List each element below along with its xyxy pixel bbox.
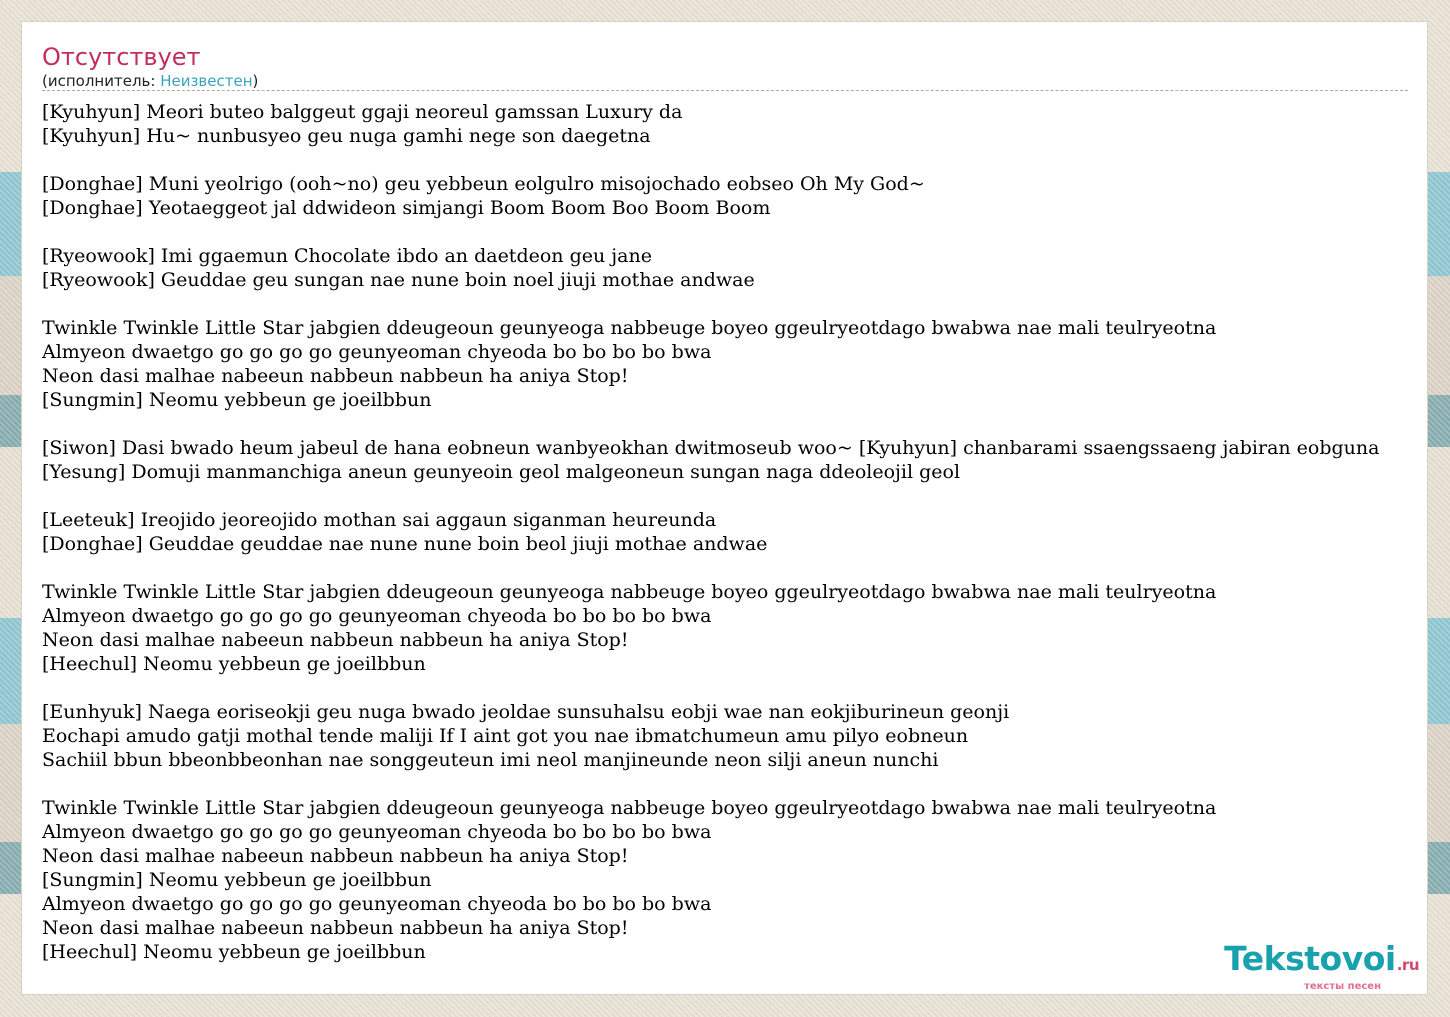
lyrics-line: [Leeteuk] Ireojido jeoreojido mothan sai aggaun siganman heureunda [42,509,717,531]
lyrics-line: [Kyuhyun] Hu~ nunbusyeo geu nuga gamhi nege son daegetna [42,125,651,147]
artist-line [42,71,258,91]
lyrics-line: [Sungmin] Neomu yebbeun ge joeilbbun [42,869,432,891]
site-logo[interactable] [1224,939,1419,992]
lyrics-line: Almyeon dwaetgo go go go go geunyeoman chyeoda bo bo bo bo bwa [42,821,712,843]
lyrics-line: Eochapi amudo gatji mothal tende maliji If I aint got you nae ibmatchumeun amu pilyo eobneun [42,725,969,747]
lyrics-line: Sachiil bbun bbeonbbeonhan nae songgeuteun imi neol manjineunde neon silji aneun nunchi [42,749,939,771]
lyrics-line: Neon dasi malhae nabeeun nabbeun nabbeun ha aniya Stop! [42,629,629,651]
lyrics-line: [Heechul] Neomu yebbeun ge joeilbbun [42,653,426,675]
lyrics-line: Almyeon dwaetgo go go go go geunyeoman chyeoda bo bo bo bo bwa [42,893,712,915]
lyrics-blank-line [42,556,1380,580]
lyrics-line: [Yesung] Domuji manmanchiga aneun geunyeoin geol malgeoneun sungan naga ddeoleojil geol [42,461,961,483]
lyrics-blank-line [42,292,1380,316]
lyrics-line: Neon dasi malhae nabeeun nabbeun nabbeun ha aniya Stop! [42,365,629,387]
lyrics-line: [Heechul] Neomu yebbeun ge joeilbbun [42,941,426,963]
lyrics-line: Neon dasi malhae nabeeun nabbeun nabbeun ha aniya Stop! [42,917,629,939]
lyrics-line: Twinkle Twinkle Little Star jabgien ddeugeoun geunyeoga nabbeuge boyeo ggeulryeotdago bwabwa nae mali teulryeotna [42,797,1217,819]
logo-tld: .ru [1396,956,1419,974]
lyrics-line: [Sungmin] Neomu yebbeun ge joeilbbun [42,389,432,411]
lyrics-line: Twinkle Twinkle Little Star jabgien ddeugeoun geunyeoga nabbeuge boyeo ggeulryeotdago bwabwa nae mali teulryeotna [42,581,1217,603]
artist-suffix: ) [252,72,259,90]
lyrics-line: [Donghae] Muni yeolrigo (ooh~no) geu yebbeun eolgulro misojochado eobseo Oh My God~ [42,173,925,195]
song-title: Отсутствует [42,43,201,71]
lyrics-line: Almyeon dwaetgo go go go go geunyeoman chyeoda bo bo bo bo bwa [42,605,712,627]
lyrics-line: Neon dasi malhae nabeeun nabbeun nabbeun ha aniya Stop! [42,845,629,867]
lyrics-blank-line [42,676,1380,700]
lyrics-line: [Kyuhyun] Meori buteo balggeut ggaji neoreul gamssan Luxury da [42,101,683,123]
lyrics-blank-line [42,484,1380,508]
lyrics-blank-line [42,220,1380,244]
lyrics-line: [Ryeowook] Geuddae geu sungan nae nune boin noel jiuji mothae andwae [42,269,755,291]
lyrics-line: [Siwon] Dasi bwado heum jabeul de hana eobneun wanbyeokhan dwitmoseub woo~ [Kyuhyun] chanbarami ssaengssaeng jabiran eobguna [42,437,1380,459]
lyrics-line: [Eunhyuk] Naega eoriseokji geu nuga bwado jeoldae sunsuhalsu eobji wae nan eokjiburineun geonji [42,701,1010,723]
artist-link[interactable]: Неизвестен [160,72,253,90]
lyrics-line: [Donghae] Yeotaeggeot jal ddwideon simjangi Boom Boom Boo Boom Boom [42,197,771,219]
lyrics-text [42,100,1380,964]
lyrics-card [21,21,1428,995]
title-divider [42,90,1408,91]
logo-name: Tekstovoi [1224,939,1396,978]
lyrics-blank-line [42,148,1380,172]
lyrics-line: [Ryeowook] Imi ggaemun Chocolate ibdo an daetdeon geu jane [42,245,652,267]
artist-prefix: (исполнитель: [42,72,161,90]
lyrics-line: Almyeon dwaetgo go go go go geunyeoman chyeoda bo bo bo bo bwa [42,341,712,363]
logo-tagline: тексты песен [1304,981,1381,992]
lyrics-blank-line [42,772,1380,796]
lyrics-line: [Donghae] Geuddae geuddae nae nune nune boin beol jiuji mothae andwae [42,533,768,555]
lyrics-line: Twinkle Twinkle Little Star jabgien ddeugeoun geunyeoga nabbeuge boyeo ggeulryeotdago bwabwa nae mali teulryeotna [42,317,1217,339]
lyrics-blank-line [42,412,1380,436]
